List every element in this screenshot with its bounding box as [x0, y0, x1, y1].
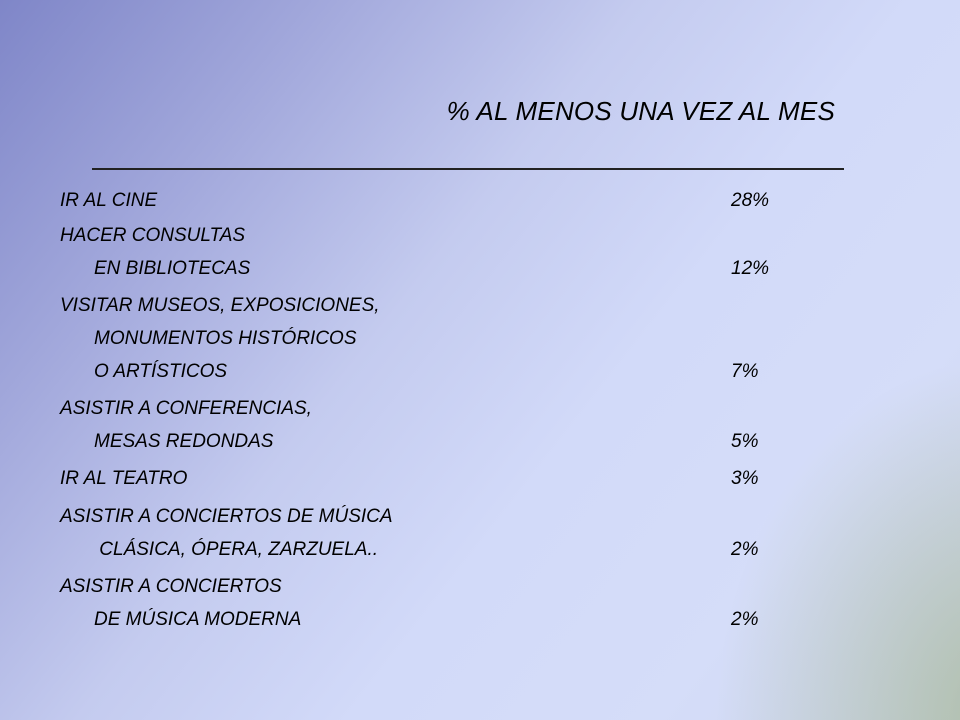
activity-percent: 12%: [731, 258, 770, 279]
activity-label: IR AL TEATRO: [60, 468, 188, 489]
activity-label: ASISTIR A CONCIERTOS: [60, 576, 282, 597]
activity-label-continued: MONUMENTOS HISTÓRICOS: [94, 328, 357, 349]
activity-percent: 2%: [731, 539, 759, 560]
activity-label: IR AL CINE: [60, 190, 158, 211]
activity-percent: 7%: [731, 361, 759, 382]
activity-label-continued: EN BIBLIOTECAS: [94, 258, 251, 279]
activity-label-continued: CLÁSICA, ÓPERA, ZARZUELA..: [94, 539, 379, 560]
activity-label-continued: DE MÚSICA MODERNA: [94, 609, 302, 630]
activity-label: ASISTIR A CONCIERTOS DE MÚSICA: [60, 506, 393, 527]
activity-percent: 5%: [731, 431, 759, 452]
activity-label-continued: MESAS REDONDAS: [94, 431, 274, 452]
activity-label: VISITAR MUSEOS, EXPOSICIONES,: [60, 295, 380, 316]
activity-percent: 2%: [731, 609, 759, 630]
activity-label: HACER CONSULTAS: [60, 225, 246, 246]
activity-percent: 28%: [731, 190, 770, 211]
activity-percent: 3%: [731, 468, 759, 489]
page-title: % AL MENOS UNA VEZ AL MES: [446, 96, 835, 126]
activity-label: ASISTIR A CONFERENCIAS,: [60, 398, 312, 419]
activity-label-continued: O ARTÍSTICOS: [94, 361, 228, 382]
